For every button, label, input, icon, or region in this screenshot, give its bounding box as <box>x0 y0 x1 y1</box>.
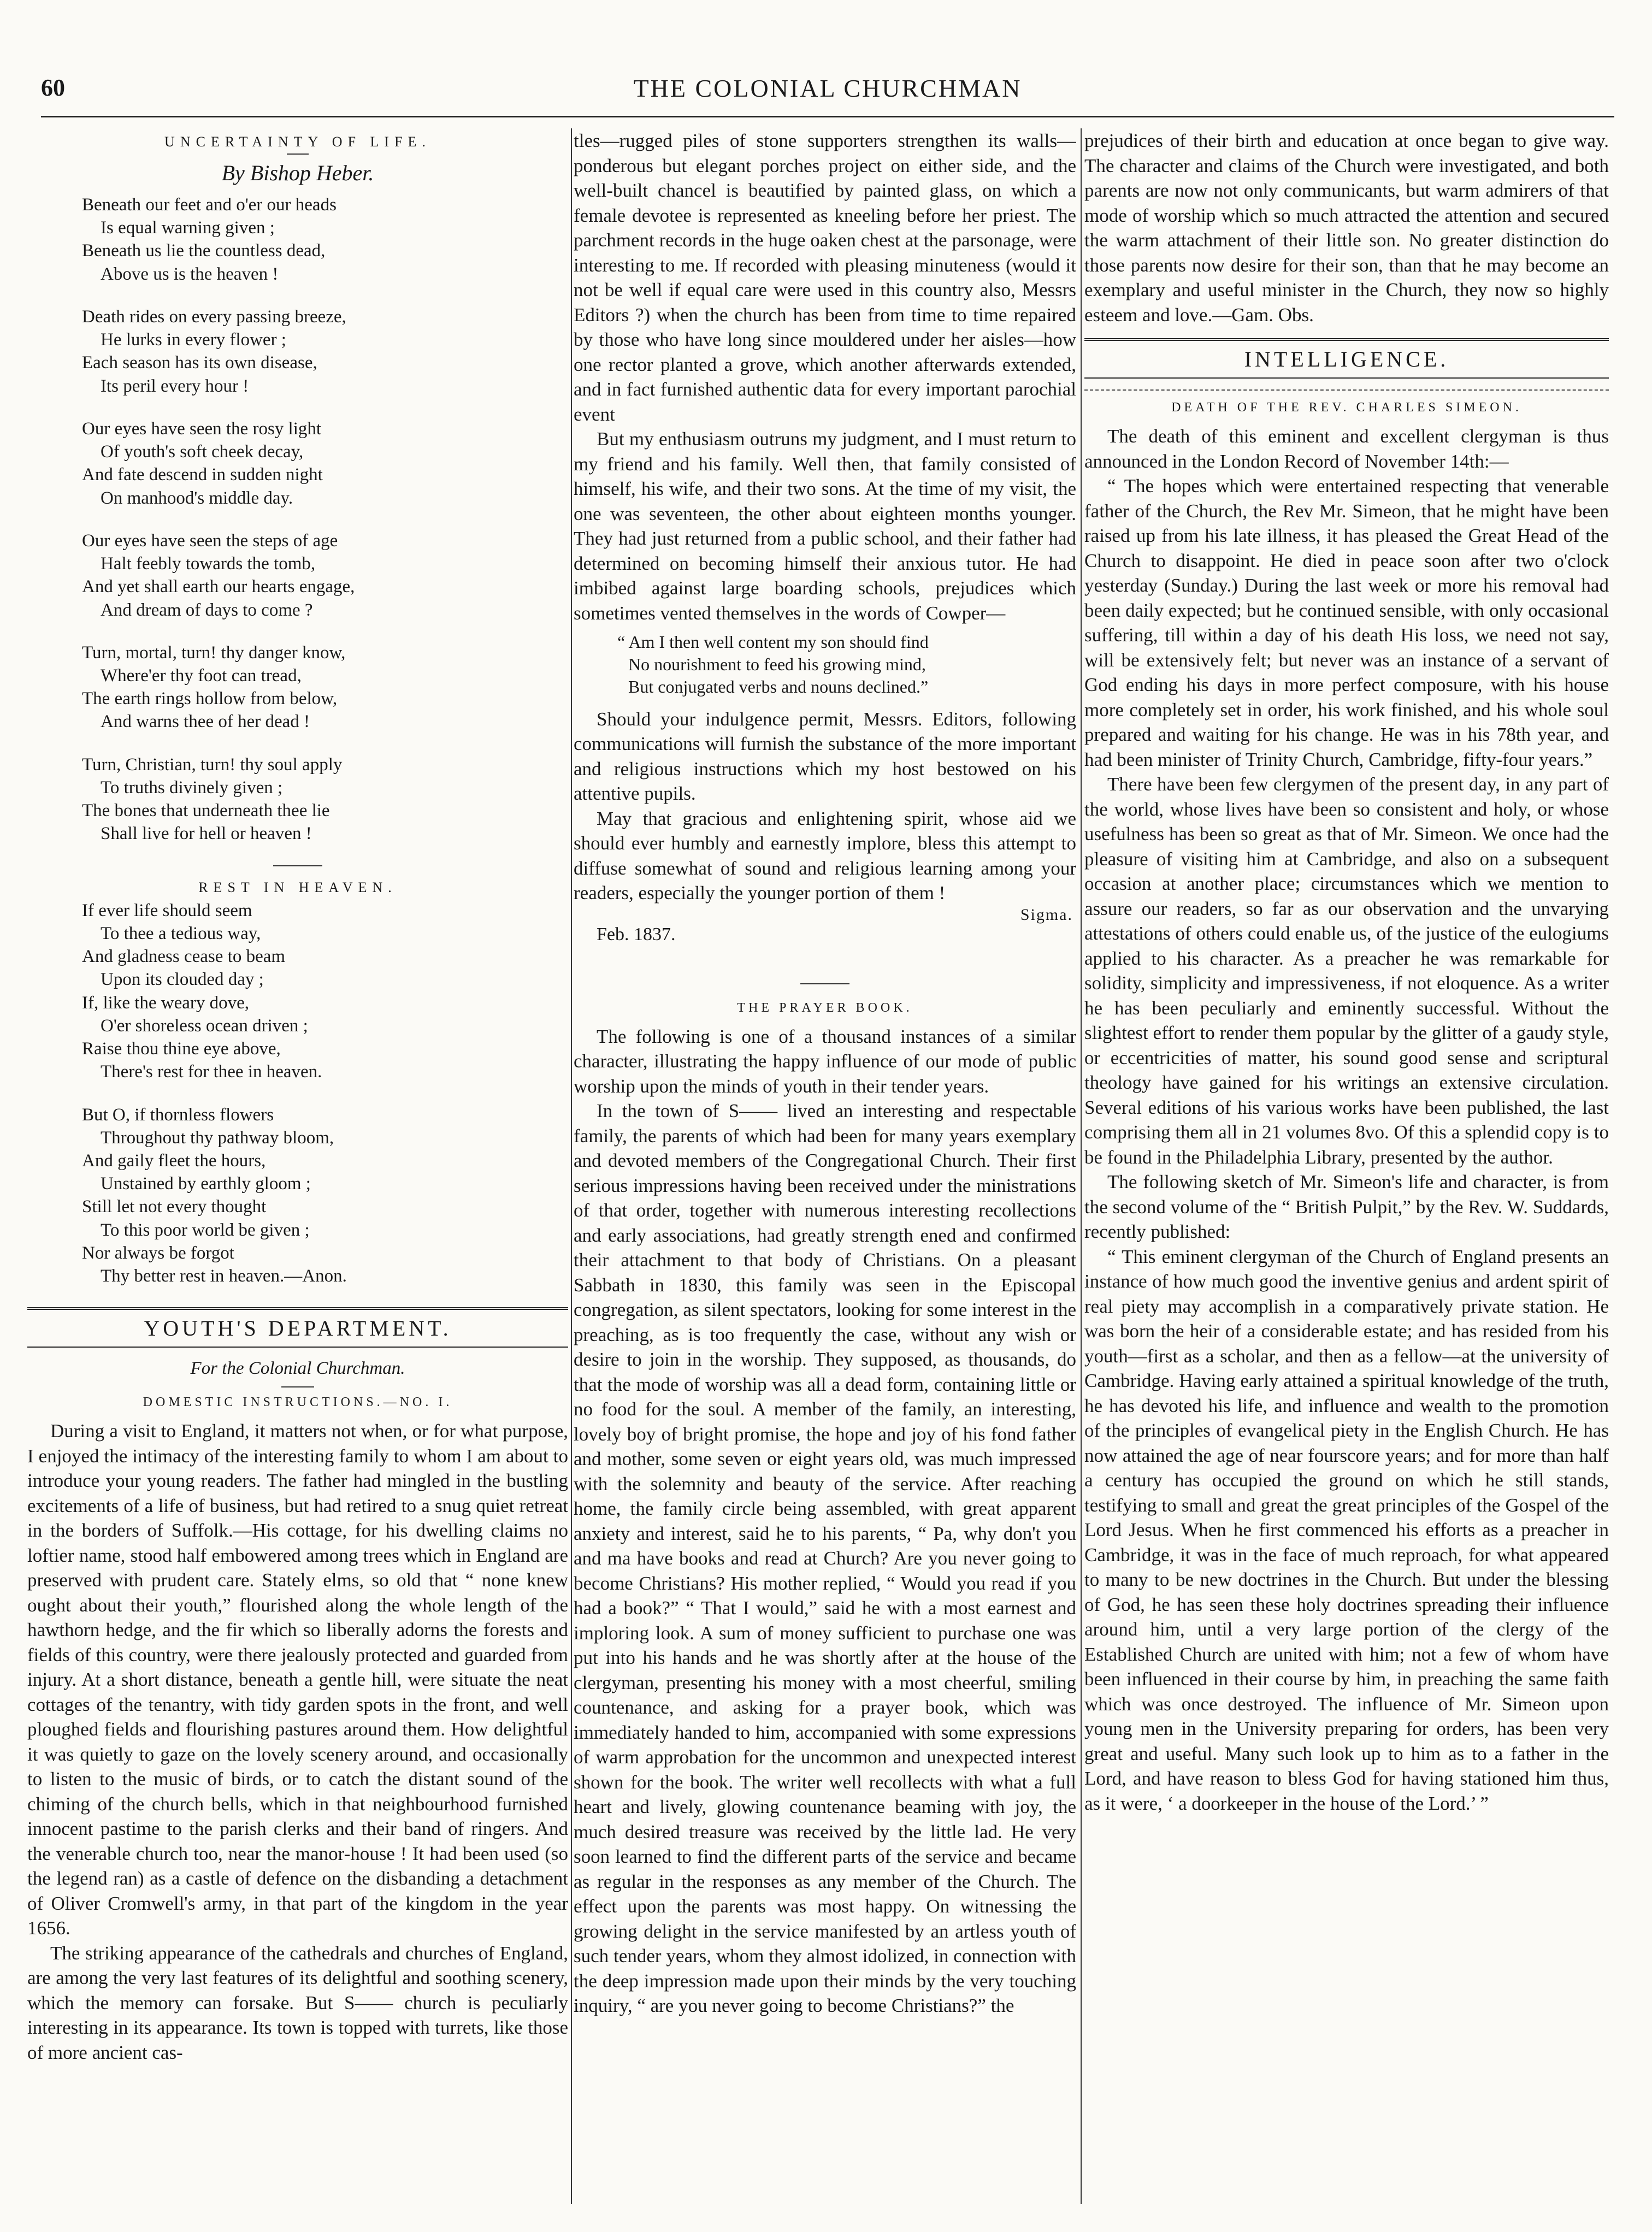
stanza <box>82 899 568 1084</box>
poem-line: Unstained by earthly gloom ; <box>101 1174 311 1194</box>
poem-line: To this poor world be given ; <box>101 1220 310 1240</box>
divider <box>800 983 849 984</box>
column-2 <box>574 128 1076 2018</box>
verse-line: No nourishment to feed his growing mind, <box>628 654 926 674</box>
paragraph: “ This eminent clergyman of the Church of England presents an instance of how much good the inventive genius and ardent spirit of real piety may accomplish in a comparatively private station. He was born the heir of a considerable estate; and has resided from his youth—first as a scholar, and then as a fellow—at the university of Cambridge. Having early attained a spiritual knowledge of the truth, he has devoted his life, and influence and wealth to the promotion of the principles of evangelical piety in the English Church. He has now attained the age of near fourscore years; and for more than half a century has occupied the ground on which he still stands, testifying to small and great the great principles of the Gospel of the Lord Jesus. When he first commenced his efforts as a preacher in Cambridge, it was in the face of much reproach, for what appeared to many to be new doctrines in the Church. But under the blessing of God, he has seen these holy doctrines spreading their influence around him, until a very large portion of the clergy of the Established Church are united with him; not a few of whom have been influenced in their course by him, in preaching the same faith which was once destroyed. The influence of Mr. Simeon upon young men in the University preparing for orders, has been very great and useful. Many such look up to him as to a father in the Lord, and have reason to bless God for having stationed him thus, as it were, ‘ a doorkeeper in the house of the Lord.’ ” <box>1084 1245 1609 1814</box>
poem-line: Upon its clouded day ; <box>101 970 264 990</box>
verse-quote <box>617 631 1076 698</box>
poem-line: Beneath us lie the countless dead, <box>82 241 326 261</box>
poem-line: There's rest for thee in heaven. <box>101 1062 322 1082</box>
poem-line: The bones that underneath thee lie <box>82 801 330 821</box>
poem-line: On manhood's middle day. <box>101 488 293 508</box>
poem-line: Turn, Christian, turn! thy soul apply <box>82 754 343 775</box>
poem-line: Still let not every thought <box>82 1197 267 1217</box>
poem-line: Where'er thy foot can tread, <box>101 665 302 686</box>
poem-line: Turn, mortal, turn! thy danger know, <box>82 642 346 663</box>
poem-line: Is equal warning given ; <box>101 218 275 238</box>
page-number: 60 <box>41 74 65 101</box>
poem-line: O'er shoreless ocean driven ; <box>101 1015 308 1036</box>
paragraph: In the town of S—— lived an interesting and respectable family, the parents of which had been for many years exemplary and devoted members of the Congregational Church. Their first serious impressions having been received under the ministrations of that order, together with numerous interesting recollections and early associations, had greatly strength ened and confirmed their attachment to that body of Christians. On a pleasant Sabbath in 1830, this family was seen in the Episcopal congregation, as silent spectators, looking for some interest in the preaching, as is too frequently the case, without any wish or desire to join in the worship. They supposed, as thousands, do that the mode of worship was all a dead form, containing little or no food for the soul. A member of the family, an interesting, lovely boy of bright promise, the hope and joy of his fond father and mother, some seven or eight years old, was much impressed with the solemnity and beauty of the service. After reaching home, the family circle being assembled, with great apparent anxiety and interest, said he to his parents, “ Pa, why don't you and ma have books and read at Church? Are you never going to become Christians? His mother replied, “ Would you read if you had a book?” “ That I would,” said he with a most earnest and imploring look. A sum of money sufficient to purchase one was put into his hands and he was shortly after at the house of the clergyman, presenting his money with a most cheerful, smiling countenance, and asking for a prayer book, which was immediately handed to him, accompanied with some expressions of warm approbation for the uncommon and unexpected interest shown for the book. The writer well recollects with what a full heart and lively, glowing countenance beaming with joy, the much desired treasure was received by the little lad. He very soon learned to find the different parts of the service and became as regular in the responses as any member of the Church. The effect upon the parents was most happy. On witnessing the growing delight in the service manifested by an artless youth of such tender years, whom they almost idolized, in connection with the deep impression made upon their minds by the very touching inquiry, “ are you never going to become Christians?” the <box>574 1100 1076 2017</box>
stanza <box>82 417 568 510</box>
paragraph: Should your indulgence permit, Messrs. Editors, following communications will furnish the substance of the more important and religious instructions which my host bestowed on his attentive pupils. <box>574 708 1076 805</box>
poem-line: Thy better rest in heaven.—Anon. <box>101 1266 347 1286</box>
paragraph: “ The hopes which were entertained respecting that venerable father of the Church, the Rev Mr. Simeon, that he might have been raised up from his late illness, it has pleased the Great Head of the Church to disappoint. He died in peace soon after two o'clock yesterday (Sunday.) During the last week or more his removal had been daily expected; but he continued sensible, with only occasional suffering, till within a day of his death His loss, we need not say, will be extensively felt; but never was an instance of a servant of God ending his days in more perfect composure, with his house more completely set in order, his work finished, and his whole soul prepared and waiting for his change. He was in his 78th year, and had been minister of Trinity Church, Cambridge, fifty-four years.” <box>1084 475 1609 770</box>
verse-line: “ Am I then well content my son should find <box>617 632 929 652</box>
poem-line: And warns thee of her dead ! <box>101 712 310 732</box>
article-title: DOMESTIC INSTRUCTIONS.—NO. I. <box>143 1395 453 1410</box>
stanza <box>82 529 568 622</box>
poem-line: Our eyes have seen the rosy light <box>82 418 322 439</box>
divider <box>1084 389 1609 391</box>
poem-line: Halt feebly towards the tomb, <box>101 554 316 574</box>
poem-line: Death rides on every passing breeze, <box>82 306 346 327</box>
paragraph: prejudices of their birth and education at once began to give way. The character and claims of the Church were investigated, and both parents are now not only communicants, but warm admirers of that mode of worship which so much attracted the attention and secured the warm attachment of their little son. No greater distinction do those parents now desire for their son, than that he may become an exemplary and useful minister in the Church, they now so highly esteem and love.—Gam. Obs. <box>1084 130 1609 326</box>
poem-line: Above us is the heaven ! <box>101 264 279 284</box>
paragraph: The following is one of a thousand instances of a similar character, illustrating the happy influence of our mode of public worship upon the minds of youth in their tender years. <box>574 1025 1076 1097</box>
poem-line: Nor always be forgot <box>82 1243 234 1263</box>
stanza <box>82 305 568 398</box>
poem-line: Our eyes have seen the steps of age <box>82 530 338 551</box>
verse-line: But conjugated verbs and nouns declined.” <box>628 676 929 696</box>
column-divider <box>571 128 572 2204</box>
paragraph: During a visit to England, it matters not when, or for what purpose, I enjoyed the intimacy of the interesting family to whom I am about to introduce your young readers. The father had mingled in the bustling excitements of a life of business, but had retired to a snug quiet retreat in the borders of Suffolk.—His cottage, for his dwelling claims no loftier name, stood half embowered among trees which in England are preserved with prudent care. Stately elms, so old that “ none knew ought about their youth,” flourished along the whole length of the hawthorn hedge, and the fir which so liberally adorns the forests and fields of this country, were there jealously protected and guarded from injury. At a short distance, beneath a gentle hill, were situate the neat cottages of the tenantry, with tidy garden spots in the front, and well ploughed fields and flourishing pastures around them. How delightful it was quietly to gaze on the lovely scenery around, and occasionally to listen to the music of birds, or to catch the distant sound of the chiming of the church bells, which in that neighbourhood furnished innocent pastime to the parish clerks and their band of ringers. And the venerable church too, near the manor-house ! It had been used (so the legend ran) as a castle of defence on the disbanding a detachment of Oliver Cromwell's army, in that part of the kingdom in the year 1656. <box>27 1420 568 1939</box>
paragraph: The following sketch of Mr. Simeon's life and character, is from the second volume of the “ British Pulpit,” by the Rev. W. Suddards, recently published: <box>1084 1171 1609 1242</box>
paragraph: The death of this eminent and excellent clergyman is thus announced in the London Record of November 14th:— <box>1084 426 1609 472</box>
poem-line: And dream of days to come ? <box>101 600 313 620</box>
paragraph: But my enthusiasm outruns my judgment, and I must return to my friend and his family. Well then, that family consisted of himself, his wife, and their two sons. At the time of my visit, the one was seventeen, the other about eighteen months younger. They had just returned from a public school, and their father had determined on becoming himself their anxious tutor. He had imbibed against large boarding schools, prejudices which sometimes vented themselves in the words of Cowper— <box>574 428 1076 624</box>
poem-line: But O, if thornless flowers <box>82 1105 274 1125</box>
poem-line: To thee a tedious way, <box>101 923 261 943</box>
article-title: THE PRAYER BOOK. <box>737 1000 913 1015</box>
poem-line: And gaily fleet the hours, <box>82 1150 266 1171</box>
poem-line: And yet shall earth our hearts engage, <box>82 577 355 597</box>
poem-line: Beneath our feet and o'er our heads <box>82 195 337 215</box>
column-3 <box>1084 128 1609 1816</box>
divider <box>287 153 309 155</box>
poem-line: Raise thou thine eye above, <box>82 1039 281 1059</box>
poem-line: Of youth's soft cheek decay, <box>101 442 304 462</box>
newspaper-title: THE COLONIAL CHURCHMAN <box>633 74 1022 102</box>
header-rule <box>41 116 1614 117</box>
paragraph: There have been few clergymen of the present day, in any part of the world, whose lives have been so consistent and holy, or whose usefulness has been so great as that of Mr. Simeon. We once had the pleasure of visiting him at Cambridge, and also on a subsequent occasion at another place; circumstances which we mention to assure our readers, so far as our observation and the unvarying attestations of others could enable us, of the justice of the eulogiums applied to his character. As a preacher he was remarkable for solidity, simplicity and impressiveness, if not eloquence. As a writer he has been peculiarly and eminently successful. Without the slightest effort to render them popular by the glitter of a gaudy style, or eccentricities of matter, his sound good sense and scriptural theology have gained for his writings an extensive circulation. Several editions of his various works have been published, the last comprising them all in 21 volumes 8vo. Of this a splendid copy is to be found in the Philadelphia Library, presented by the author. <box>1084 773 1609 1168</box>
dateline: Feb. 1837. <box>597 924 676 944</box>
stanza <box>82 193 568 286</box>
column-divider <box>1081 128 1082 2204</box>
poem-title: REST IN HEAVEN. <box>198 879 397 895</box>
paragraph: tles—rugged piles of stone supporters strengthen its walls—ponderous but elegant porches project on either side, and the well-built chancel is beautified by painted glass, on which a female devotee is represented as kneeling before her priest. The parchment records in the huge oaken chest at the parsonage, were interesting to me. If recorded with pleasing minuteness (would it not be well if equal care were used in this country also, Messrs Editors ?) when the church has been from time to time repaired by those who have long since mouldered under her aisles—how one rector planted a grove, which another afterwards extended, and in fact furnished authentic data for every important parochial event <box>574 130 1076 425</box>
poem-body <box>27 193 568 846</box>
section-heading: YOUTH'S DEPARTMENT. <box>27 1307 568 1348</box>
poem-line: The earth rings hollow from below, <box>82 689 338 709</box>
poem-line: If, like the weary dove, <box>82 993 250 1013</box>
poem-line: He lurks in every flower ; <box>101 330 286 350</box>
poem-line: And fate descend in sudden night <box>82 465 323 485</box>
signature: Sigma. <box>1020 905 1073 924</box>
poem-line: And gladness cease to beam <box>82 947 286 967</box>
section-subtitle: For the Colonial Churchman. <box>190 1359 405 1379</box>
divider <box>273 865 322 866</box>
section-heading: INTELLIGENCE. <box>1084 338 1609 379</box>
paragraph: The striking appearance of the cathedrals and churches of England, are among the very last features of its delightful and soothing scenery, which the memory can forsake. But S—— church is peculiarly interesting in its appearance. Its town is topped with turrets, like those of more ancient cas- <box>27 1942 568 2063</box>
stanza <box>82 753 568 846</box>
paragraph: May that gracious and enlightening spirit, whose aid we should ever humbly and earnestly implore, bless this attempt to diffuse somewhat of sound and religious learning among your readers, especially the younger portion of them ! <box>574 807 1076 904</box>
poem-line: Shall live for hell or heaven ! <box>101 824 312 844</box>
poem-body <box>27 899 568 1288</box>
poem-line: Its peril every hour ! <box>101 376 249 396</box>
poem-author: By Bishop Heber. <box>221 161 374 185</box>
article-title: DEATH OF THE REV. CHARLES SIMEON. <box>1171 400 1522 415</box>
poem-line: Throughout thy pathway bloom, <box>101 1127 334 1148</box>
divider <box>281 1386 314 1387</box>
signature-line <box>577 906 1073 924</box>
page-header <box>41 74 1614 112</box>
stanza <box>82 641 568 734</box>
column-1 <box>27 128 568 2065</box>
poem-line: If ever life should seem <box>82 900 252 920</box>
stanza <box>82 1103 568 1288</box>
poem-line: To truths divinely given ; <box>101 777 283 798</box>
poem-title: UNCERTAINTY OF LIFE. <box>164 134 431 150</box>
poem-line: Each season has its own disease, <box>82 353 317 373</box>
